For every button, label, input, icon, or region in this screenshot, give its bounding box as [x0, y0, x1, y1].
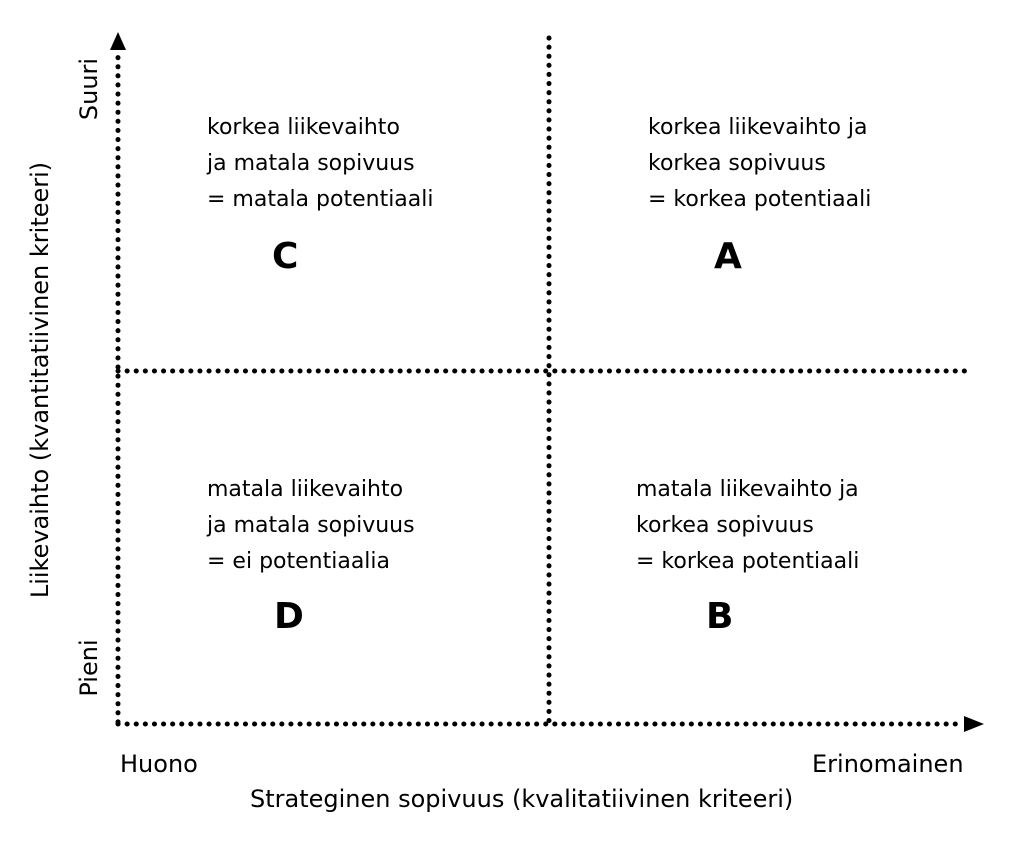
quadrant-d-text: matala liikevaihto ja matala sopivuus = ei potentiaalia	[207, 477, 415, 574]
y-axis-low-label: Pieni	[75, 639, 103, 697]
y-axis-arrowhead	[110, 32, 126, 50]
quadrant-a-letter: A	[714, 236, 742, 277]
quadrant-d-letter: D	[274, 596, 304, 637]
x-axis-low-label: Huono	[120, 750, 198, 778]
quadrant-b-text: matala liikevaihto ja korkea sopivuus = korkea potentiaali	[636, 477, 860, 574]
x-axis-high-label: Erinomainen	[812, 750, 964, 778]
x-axis-title: Strateginen sopivuus (kvalitatiivinen kriteeri)	[250, 785, 794, 813]
quadrant-b-letter: B	[706, 596, 734, 637]
quadrant-c-text: korkea liikevaihto ja matala sopivuus = matala potentiaali	[207, 115, 434, 212]
y-axis-high-label: Suuri	[75, 57, 103, 121]
quadrant-a-text: korkea liikevaihto ja korkea sopivuus = korkea potentiaali	[648, 115, 872, 212]
x-axis-arrowhead	[964, 716, 984, 732]
y-axis-title: Liikevaihto (kvantitatiivinen kriteeri)	[26, 161, 54, 599]
quadrant-c-letter: C	[272, 236, 299, 277]
